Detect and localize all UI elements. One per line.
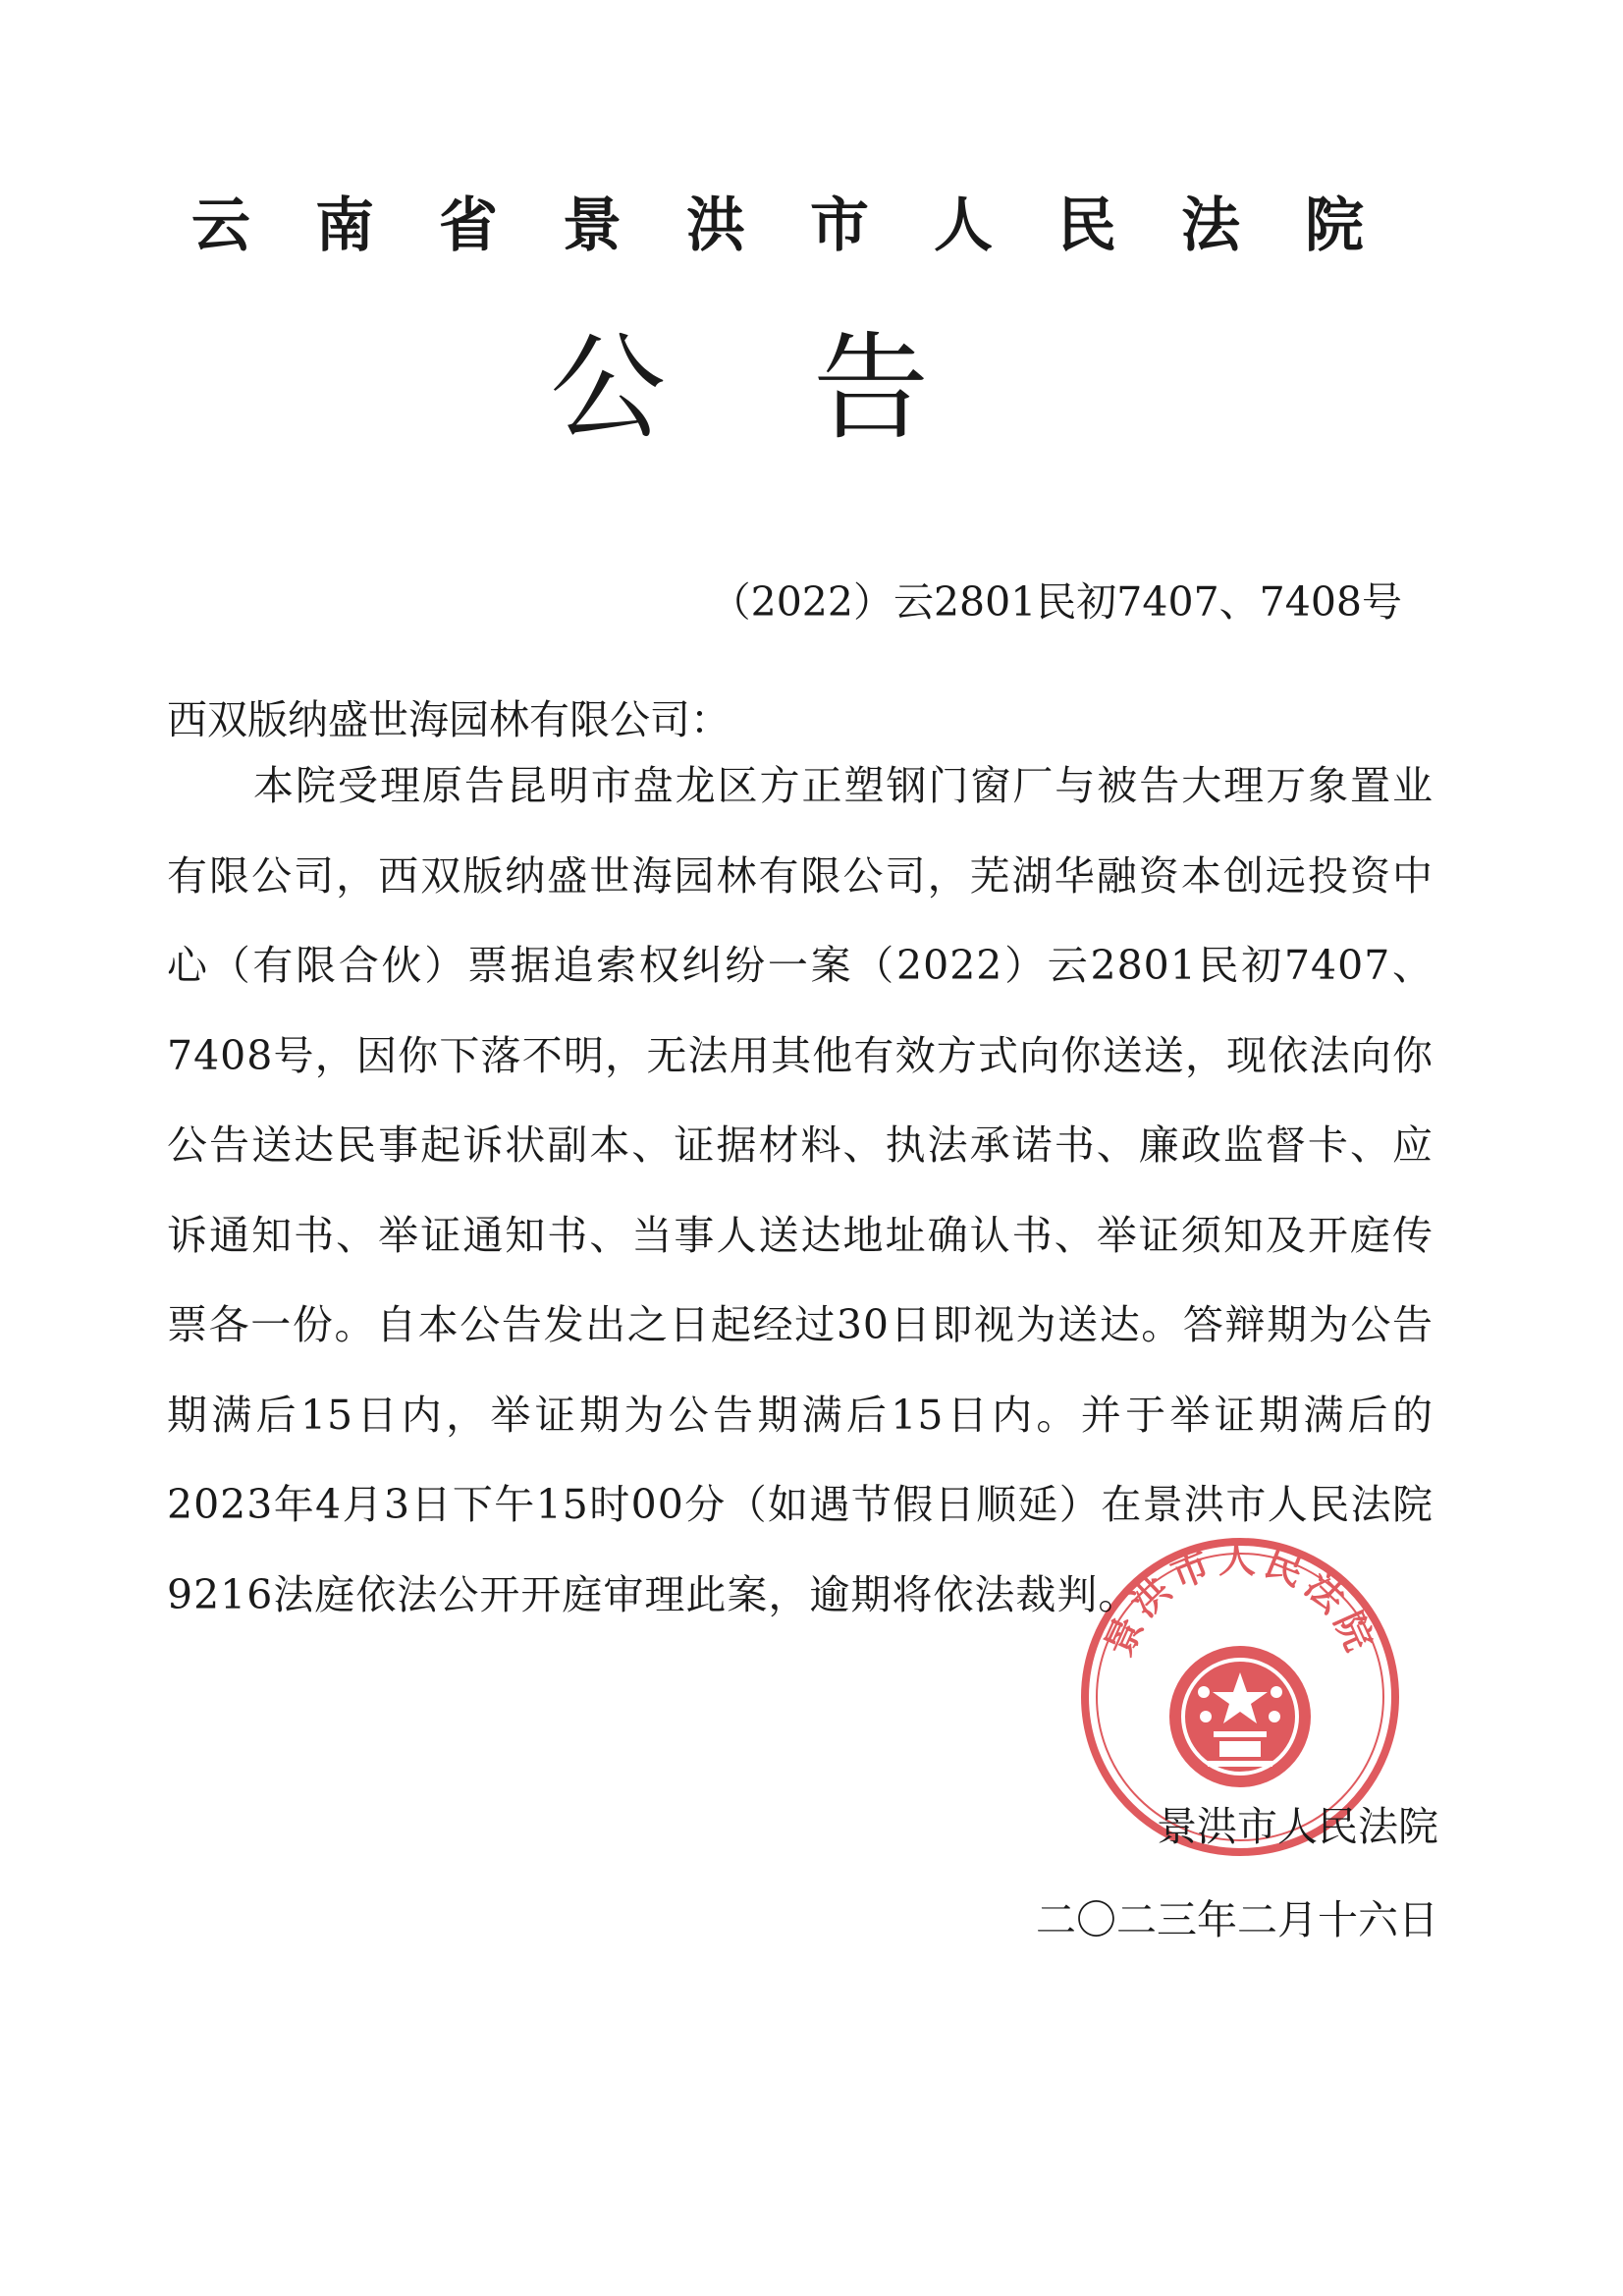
national-emblem-icon	[1169, 1646, 1311, 1787]
case-number: （2022）云2801民初7407、7408号	[710, 578, 1402, 626]
issue-date: 二〇二三年二月十六日	[1036, 1896, 1438, 1943]
notice-body: 本院受理原告昆明市盘龙区方正塑钢门窗厂与被告大理万象置业有限公司，西双版纳盛世海园林有限公司，芜湖华融资本创远投资中心（有限合伙）票据追索权纠纷一案（2022）云2801民初7407、7408号，因你下落不明，无法用其他有效方式向你送送，现依法向你公告送达民事起诉状副本、证据材料、执法承诺书、廉政监督卡、应诉通知书、举证通知书、当事人送达地址确认书、举证须知及开庭传票各一份。自本公告发出之日起经过30日即视为送达。答辩期为公告期满后15日内，举证期为公告期满后15日内。并于举证期满后的2023年4月3日下午15时00分（如遇节假日顺延）在景洪市人民法院9216法庭依法公开开庭审理此案，逾期将依法裁判。	[167, 762, 1434, 1618]
addressee: 西双版纳盛世海园林有限公司：	[167, 696, 730, 743]
issuing-court-signature: 景洪市人民法院	[1157, 1803, 1438, 1850]
document-title: 公告	[550, 320, 1077, 456]
court-name-heading: 云南省景洪市人民法院	[191, 191, 1429, 260]
seal-arc-text: 景洪市人民法院	[1096, 1537, 1384, 1663]
